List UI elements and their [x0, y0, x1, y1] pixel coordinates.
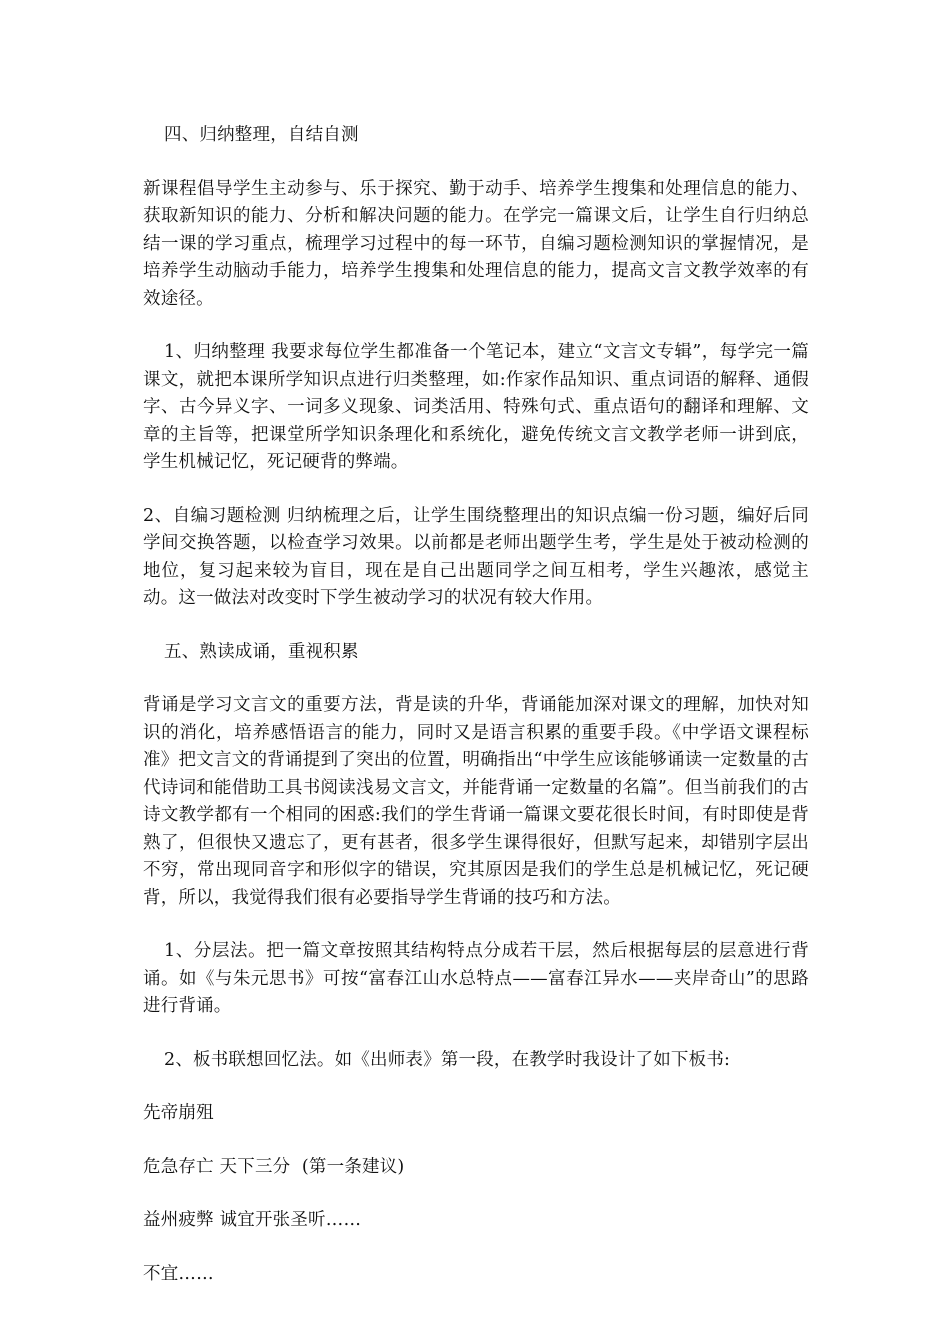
board-line: 不宜…… — [143, 1263, 214, 1284]
board-line: 危急存亡 天下三分 (第一条建议) — [143, 1156, 405, 1177]
document-page — [143, 122, 809, 1314]
board-line: 先帝崩殂 — [143, 1103, 214, 1123]
section-5-item-1: 1、分层法。把一篇文章按照其结构特点分成若干层，然后根据每层的层意进行背诵。如《与朱元思书》可按“富春江山水总特点——富春江异水——夹岸奇山”的思路进行背诵。 — [143, 941, 809, 1016]
section-4-intro-paragraph: 新课程倡导学生主动参与、乐于探究、勤于动手、培养学生搜集和处理信息的能力、获取新知识的能力、分析和解决问题的能力。在学完一篇课文后，让学生自行归纳总结一课的学习重点，梳理学习过程中的每一环节，自编习题检测知识的掌握情况，是培养学生动脑动手能力，培养学生搜集和处理信息的能力，提高文言文教学效率的有效途径。 — [143, 178, 809, 309]
blackboard-outline — [143, 1100, 809, 1288]
section-5-item-2: 2、板书联想回忆法。如《出师表》第一段，在教学时我设计了如下板书: — [164, 1049, 731, 1070]
section-heading-4: 四、归纳整理，自结自测 — [164, 125, 359, 145]
section-4-item-1: 1、归纳整理 我要求每位学生都准备一个笔记本，建立“文言文专辑”，每学完一篇课文，就把本课所学知识点进行归类整理，如:作家作品知识、重点词语的解释、通假字、古今异义字、一词多义现象、词类活用、特殊句式、重点语句的翻译和理解、文章的主旨等，把课堂所学知识条理化和系统化，避免传统文言文教学老师一讲到底，学生机械记忆，死记硬背的弊端。 — [143, 342, 809, 472]
section-5-intro-paragraph: 背诵是学习文言文的重要方法，背是读的升华，背诵能加深对课文的理解，加快对知识的消化，培养感悟语言的能力，同时又是语言积累的重要手段。《中学语文课程标准》把文言文的背诵提到了突出的位置，明确指出“中学生应该能够诵读一定数量的古代诗词和能借助工具书阅读浅易文言文，并能背诵一定数量的名篇”。但当前我们的古诗文教学都有一个相同的困惑:我们的学生背诵一篇课文要花很长时间，有时即使是背熟了，但很快又遗忘了，更有甚者，很多学生课得很好，但默写起来，却错别字层出不穷，常出现同音字和形似字的错误，究其原因是我们的学生总是机械记忆，死记硬背，所以，我觉得我们很有必要指导学生背诵的技巧和方法。 — [143, 695, 809, 908]
section-4-item-2: 2、自编习题检测 归纳梳理之后，让学生围绕整理出的知识点编一份习题，编好后同学间交换答题，以检查学习效果。以前都是老师出题学生考，学生是处于被动检测的地位，复习起来较为盲目，现在是自己出题同学之间互相考，学生兴趣浓，感觉主动。这一做法对改变时下学生被动学习的状况有较大作用。 — [143, 505, 809, 608]
board-line: 益州疲弊 诚宜开张圣听…… — [143, 1210, 362, 1230]
section-heading-5: 五、熟读成诵，重视积累 — [164, 641, 359, 662]
